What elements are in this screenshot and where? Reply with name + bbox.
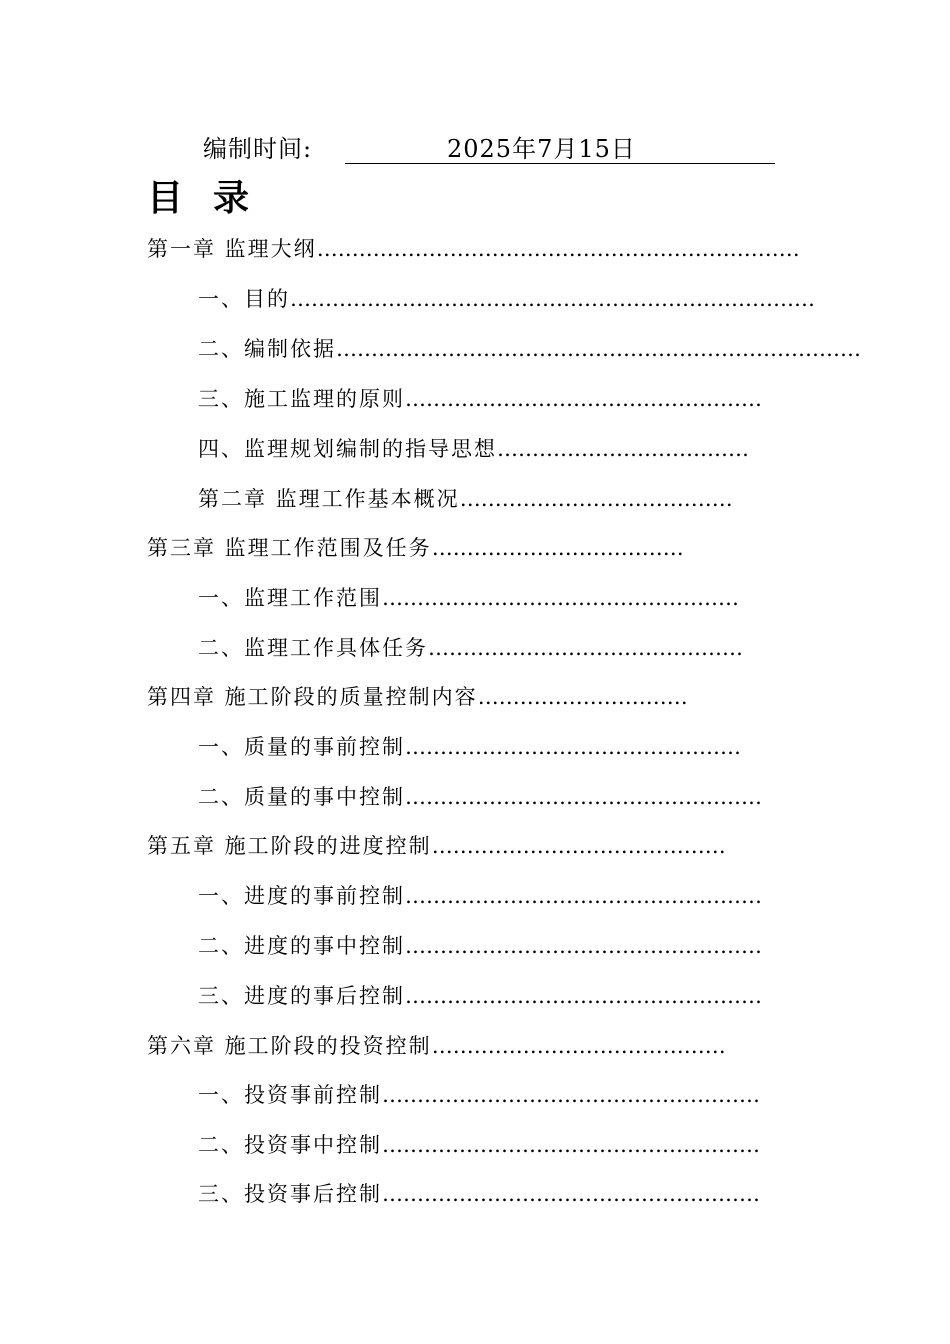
toc-item-text: 第四章 施工阶段的质量控制内容 (147, 685, 478, 709)
toc-item-leader: ………………………………… (459, 487, 733, 511)
toc-item[interactable] (198, 1078, 760, 1112)
toc-item-text: 三、进度的事后控制 (198, 984, 405, 1008)
toc-item-text: 一、进度的事前控制 (198, 884, 405, 908)
toc-item-text: 一、质量的事前控制 (198, 735, 405, 759)
toc-item-leader: …………………………………………… (405, 387, 762, 411)
toc-item-leader: …………………………………… (431, 834, 726, 858)
toc-item-leader: …………………………………………… (405, 934, 762, 958)
toc-item-text: 二、质量的事中控制 (198, 785, 405, 809)
compile-time-value: 2025年7月15日 (447, 135, 636, 163)
toc-item[interactable] (198, 581, 739, 615)
toc-item-leader: …………………………………………… (382, 586, 739, 610)
toc-item[interactable] (198, 1128, 760, 1162)
toc-item-leader: ………………………………………………………………… (290, 287, 815, 311)
toc-item-leader: …………………………………… (431, 1034, 726, 1058)
toc-item-text: 一、目的 (198, 287, 290, 311)
toc-item[interactable] (198, 282, 815, 316)
toc-item-text: 二、投资事中控制 (198, 1133, 382, 1157)
toc-item[interactable] (198, 432, 749, 466)
toc-item-text: 第一章 监理大纲 (147, 237, 317, 261)
toc-item-leader: ………………………… (477, 685, 688, 709)
toc-item-text: 一、监理工作范围 (198, 586, 382, 610)
toc-item[interactable] (198, 929, 762, 963)
toc-item-text: 三、投资事后控制 (198, 1182, 382, 1206)
toc-item-leader: ……………………………… (497, 437, 749, 461)
toc-title: 目录 (147, 178, 280, 219)
toc-item-leader: ……………………………………… (428, 636, 743, 660)
toc-item[interactable] (198, 1177, 760, 1211)
toc-item[interactable] (198, 730, 741, 764)
toc-item-leader: …………………………………………… (405, 785, 762, 809)
toc-item[interactable] (198, 979, 762, 1013)
toc-item-text: 第六章 施工阶段的投资控制 (147, 1034, 432, 1058)
toc-item[interactable] (198, 879, 762, 913)
toc-item-leader: ………………………………………… (405, 735, 741, 759)
toc-item-text: 一、投资事前控制 (198, 1083, 382, 1107)
compile-time-underline (345, 132, 775, 164)
toc-item[interactable] (198, 780, 762, 814)
toc-item-text: 二、编制依据 (198, 337, 336, 361)
toc-item[interactable] (198, 631, 743, 665)
toc-item-text: 二、进度的事中控制 (198, 934, 405, 958)
toc-item-text: 第五章 施工阶段的进度控制 (147, 834, 432, 858)
toc-item[interactable] (147, 232, 800, 266)
toc-item-text: 四、监理规划编制的指导思想 (198, 437, 497, 461)
toc-item-leader: ……………………………… (431, 536, 684, 560)
toc-item[interactable] (147, 829, 726, 863)
toc-item-text: 三、施工监理的原则 (198, 387, 405, 411)
toc-item-leader: ……………………………………………… (382, 1182, 760, 1206)
toc-item-text: 二、监理工作具体任务 (198, 636, 428, 660)
toc-item[interactable] (198, 332, 861, 366)
toc-item-leader: ………………………………………………………………… (336, 337, 861, 361)
toc-item-leader: …………………………………………… (405, 984, 762, 1008)
toc-item-leader: …………………………………………… (405, 884, 762, 908)
toc-item-leader: ……………………………………………… (382, 1083, 760, 1107)
compile-time-label: 编制时间: (203, 135, 313, 163)
toc-item[interactable] (147, 1029, 726, 1063)
toc-item-text: 第三章 监理工作范围及任务 (147, 536, 432, 560)
toc-item[interactable] (198, 382, 762, 416)
toc-item[interactable] (147, 531, 684, 565)
toc-item[interactable] (147, 680, 688, 714)
toc-item-text: 第二章 监理工作基本概况 (198, 487, 460, 511)
toc-item-leader: …………………………………………………………… (316, 237, 800, 261)
toc-item[interactable] (198, 482, 733, 516)
toc-item-leader: ……………………………………………… (382, 1133, 760, 1157)
